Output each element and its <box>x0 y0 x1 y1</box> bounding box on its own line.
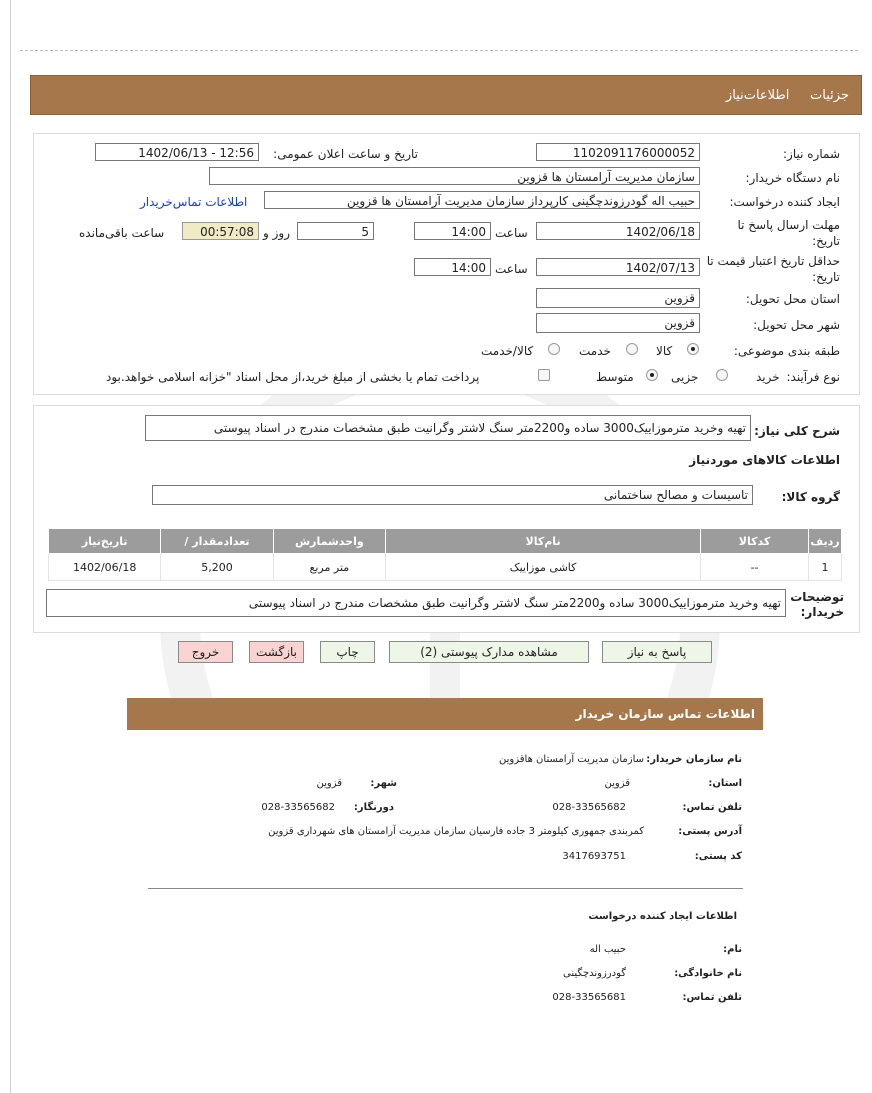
buyer-org-label: نام دستگاه خریدار: <box>745 171 840 185</box>
page-left-border <box>10 0 11 1093</box>
category-radio-service[interactable] <box>626 343 638 355</box>
city-field[interactable]: قزوین <box>536 313 700 333</box>
cell-code: -- <box>701 554 809 581</box>
contact-province: قزوین <box>604 778 630 789</box>
contact-divider <box>148 888 743 889</box>
days-field[interactable]: 5 <box>297 222 374 240</box>
contact-city: قزوین <box>316 778 342 789</box>
creator-family-label: نام خانوادگی: <box>674 968 742 979</box>
creator-family: گودرزوندچگینی <box>563 968 626 979</box>
category-option-service: خدمت <box>579 344 611 358</box>
creator-label: ایجاد کننده درخواست: <box>729 195 840 209</box>
attachments-button[interactable]: مشاهده مدارک پیوستی (2) <box>389 641 589 663</box>
contact-address-label: آدرس پستی: <box>678 826 742 837</box>
province-field[interactable]: قزوین <box>536 288 700 308</box>
top-divider <box>20 50 858 51</box>
category-radio-goods[interactable] <box>687 343 699 355</box>
cell-date: 1402/06/18 <box>49 554 161 581</box>
announce-label: تاریخ و ساعت اعلان عمومی: <box>273 147 418 161</box>
creator-section-title: اطلاعات ایجاد کننده درخواست <box>588 911 737 922</box>
col-code: کدکالا <box>701 529 809 554</box>
creator-name-label: نام: <box>723 944 742 955</box>
need-number-field[interactable]: 1102091176000052 <box>536 143 700 161</box>
cell-row: 1 <box>809 554 842 581</box>
min-validity-date-field[interactable]: 1402/07/13 <box>536 258 700 276</box>
exit-button[interactable]: خروج <box>178 641 233 663</box>
contact-org-label: نام سازمان خریدار: <box>646 754 742 765</box>
process-option-medium: متوسط <box>596 370 634 384</box>
process-option-purchase: خرید <box>756 370 780 384</box>
contact-title: اطلاعات تماس سازمان خریدار <box>575 707 755 721</box>
buyer-desc-field: تهیه وخرید مترموزاییک3000 ساده و2200متر سنگ لاشتر وگرانیت طبق مشخصات مندرج در اسناد پیوستی <box>46 589 786 617</box>
tab-details[interactable]: جزئیات <box>810 88 849 103</box>
col-row: ردیف <box>809 529 842 554</box>
remaining-timer: 00:57:08 <box>182 222 259 240</box>
back-button[interactable]: بازگشت <box>249 641 304 663</box>
creator-phone: 028-33565681 <box>552 992 626 1003</box>
creator-field[interactable]: حبیب اله گودرزوندچگینی کارپرداز سازمان مدیریت آرامستان ها قزوین <box>264 191 700 209</box>
contact-postal-label: کد پستی: <box>694 851 742 862</box>
contact-province-label: استان: <box>708 778 742 789</box>
min-validity-time-field[interactable]: 14:00 <box>414 258 491 276</box>
treasury-checkbox[interactable] <box>538 369 550 381</box>
goods-section-title: اطلاعات کالاهای موردنیاز <box>689 453 840 467</box>
cell-name: کاشی موزاییک <box>386 554 701 581</box>
deadline-label: مهلت ارسال پاسخ تا تاریخ: <box>737 218 840 248</box>
city-label: شهر محل تحویل: <box>753 318 840 332</box>
contact-postal: 3417693751 <box>562 851 626 862</box>
remaining-label: ساعت باقی‌مانده <box>79 226 165 240</box>
buyer-org-field[interactable]: سازمان مدیریت آرامستان ها قزوین <box>209 167 700 185</box>
process-radio-medium[interactable] <box>646 369 658 381</box>
category-label: طبقه بندی موضوعی: <box>733 344 840 358</box>
payment-note: پرداخت تمام یا بخشی از مبلغ خرید،از محل اسناد "خزانه اسلامی خواهد.بود <box>106 370 480 384</box>
category-radio-goods-service[interactable] <box>548 343 560 355</box>
contact-org: سازمان مدیریت آرامستان هاقزوین <box>499 754 644 765</box>
deadline-time-label: ساعت <box>495 226 528 240</box>
days-label: روز و <box>263 226 290 240</box>
goods-table <box>48 528 842 581</box>
cell-unit: متر مربع <box>273 554 385 581</box>
group-field: تاسیسات و مصالح ساختمانی <box>152 485 753 505</box>
process-option-minor: جزیی <box>671 370 699 384</box>
buyer-desc-label: توضیحات خریدار: <box>790 590 844 619</box>
reply-button[interactable]: پاسخ به نیاز <box>602 641 712 663</box>
min-validity-label: حداقل تاریخ اعتبار قیمت تا تاریخ: <box>706 254 840 284</box>
need-number-label: شماره نیاز: <box>783 147 840 161</box>
goods-table-header <box>49 529 842 554</box>
summary-label: شرح کلی نیاز: <box>754 424 840 438</box>
contact-header <box>127 698 763 730</box>
contact-phone-label: تلفن تماس: <box>682 802 742 813</box>
col-name: نام‌کالا <box>386 529 701 554</box>
creator-phone-label: تلفن تماس: <box>682 992 742 1003</box>
min-validity-time-label: ساعت <box>495 262 528 276</box>
contact-fax-label: دورنگار: <box>353 802 394 813</box>
header-tabs <box>726 88 849 103</box>
contact-phone: 028-33565682 <box>552 802 626 813</box>
buyer-contact-link[interactable]: اطلاعات تماس‌خریدار <box>140 195 248 209</box>
category-option-goods: کالا <box>656 344 673 358</box>
col-quantity: تعدادمقدار / <box>161 529 273 554</box>
table-row <box>49 554 842 581</box>
deadline-time-field[interactable]: 14:00 <box>414 222 491 240</box>
print-button[interactable]: چاپ <box>320 641 375 663</box>
deadline-date-field[interactable]: 1402/06/18 <box>536 222 700 240</box>
category-option-goods-service: کالا/خدمت <box>481 344 534 358</box>
summary-field: تهیه وخرید مترموزاییک3000 ساده و2200متر سنگ لاشتر وگرانیت طبق مشخصات مندرج در اسناد پیوستی <box>145 415 751 441</box>
announce-field[interactable]: 1402/06/13 - 12:56 <box>95 143 259 161</box>
cell-quantity: 5,200 <box>161 554 273 581</box>
province-label: استان محل تحویل: <box>745 292 840 306</box>
contact-address: کمربندی جمهوری کیلومتر 3 جاده فارسیان سازمان مدیریت آرامستان های شهرداری قزوین <box>268 826 644 837</box>
tabs-header <box>30 75 862 115</box>
contact-fax: 028-33565682 <box>261 802 335 813</box>
col-unit: واحدشمارش <box>273 529 385 554</box>
tab-need-info[interactable]: اطلاعات‌نیاز <box>725 88 790 103</box>
process-label: نوع فرآیند: <box>786 370 840 384</box>
creator-name: حبیب اله <box>589 944 626 955</box>
contact-city-label: شهر: <box>370 778 397 789</box>
col-date: تاریخ‌نیاز <box>49 529 161 554</box>
process-radio-minor[interactable] <box>716 369 728 381</box>
group-label: گروه کالا: <box>781 490 840 504</box>
